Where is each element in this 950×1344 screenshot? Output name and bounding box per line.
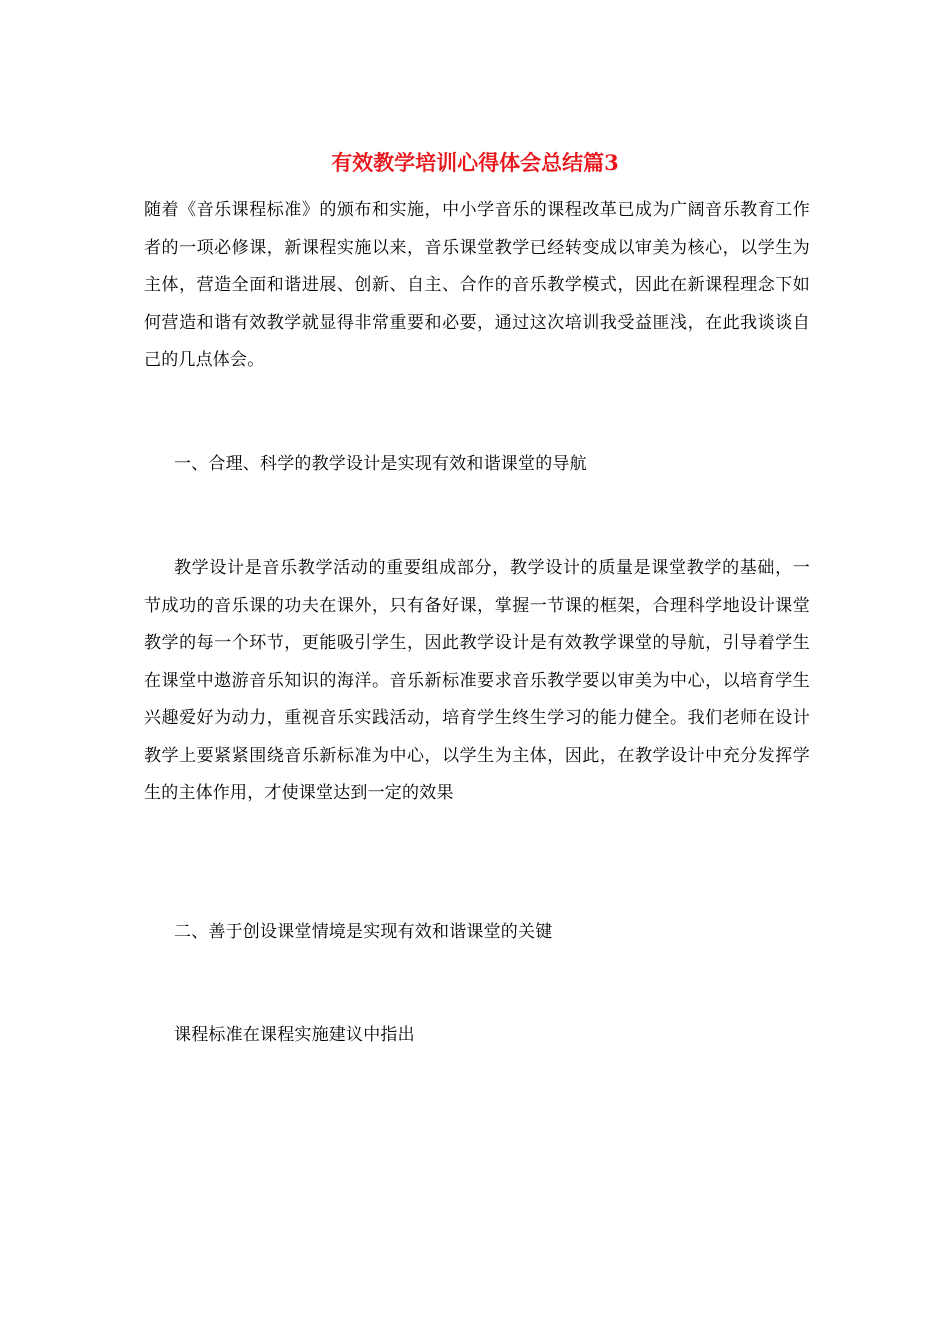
section-1-heading: 一、合理、科学的教学设计是实现有效和谐课堂的导航	[174, 454, 587, 474]
section-1-paragraph: 教学设计是音乐教学活动的重要组成部分，教学设计的质量是课堂教学的基础，一节成功的音乐课的功夫在课外，只有备好课，掌握一节课的框架，合理科学地设计课堂教学的每一个环节，更能吸引学生，因此教学设计是有效教学课堂的导航，引导着学生在课堂中遨游音乐知识的海洋。音乐新标准要求音乐教学要以审美为中心，以培育学生兴趣爱好为动力，重视音乐实践活动，培育学生终生学习的能力健全。我们老师在设计教学上要紧紧围绕音乐新标准为中心，以学生为主体，因此，在教学设计中充分发挥学生的主体作用，才使课堂达到一定的效果	[144, 558, 810, 803]
document-title: 有效教学培训心得体会总结篇3	[331, 150, 619, 175]
section-2-heading: 二、善于创设课堂情境是实现有效和谐课堂的关键	[174, 922, 553, 942]
intro-paragraph: 随着《音乐课程标准》的颁布和实施，中小学音乐的课程改革已成为广阔音乐教育工作者的一项必修课，新课程实施以来，音乐课堂教学已经转变成以审美为核心，以学生为主体，营造全面和谐进展、创新、自主、合作的音乐教学模式，因此在新课程理念下如何营造和谐有效教学就显得非常重要和必要，通过这次培训我受益匪浅，在此我谈谈自己的几点体会。	[144, 200, 810, 370]
section-2-paragraph: 课程标准在课程实施建议中指出	[174, 1025, 415, 1045]
